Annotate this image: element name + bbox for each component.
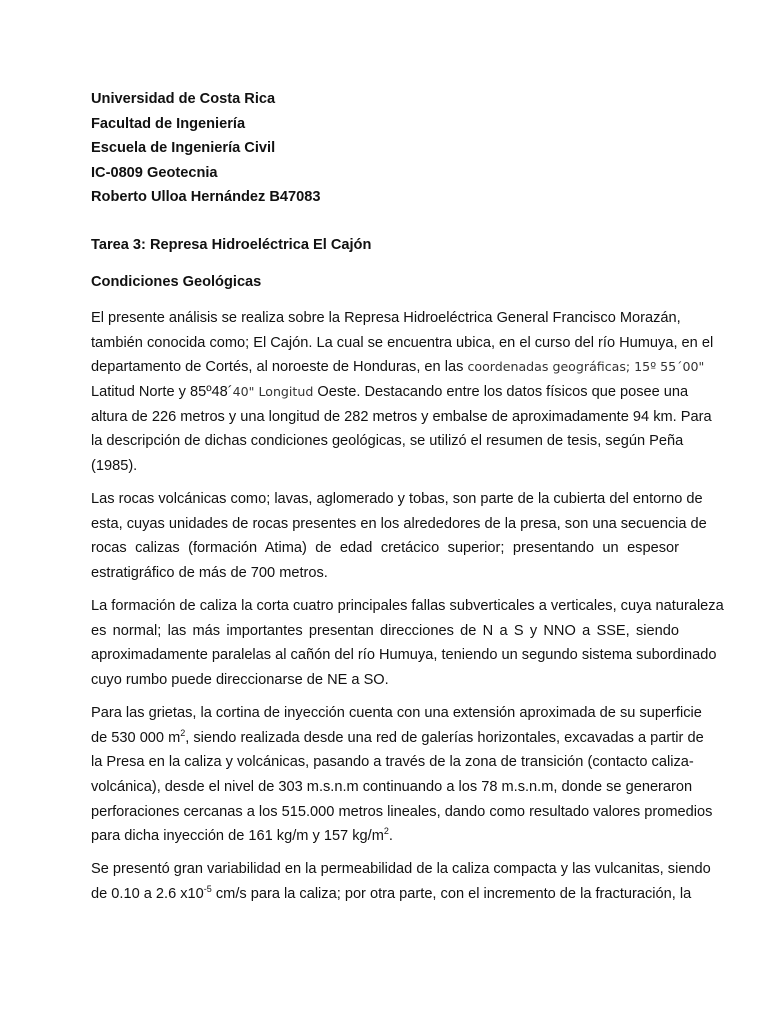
line-segment: de 0.10 a 2.6 x10 bbox=[91, 885, 204, 902]
paragraph-line bbox=[91, 882, 692, 907]
superscript: -5 bbox=[203, 883, 212, 894]
paragraph-line: también conocida como; El Cajón. La cual se encuentra ubica, en el curso del río Humuya, en el bbox=[91, 334, 714, 351]
paragraph-line: aproximadamente paralelas al cañón del río Humuya, teniendo un segundo sistema subordinado bbox=[91, 647, 717, 664]
line-segment: , siendo realizada desde una red de galerías horizontales, excavadas a partir de bbox=[185, 729, 704, 746]
line-segment: de 530 000 m bbox=[91, 729, 181, 746]
paragraph-line: la descripción de dichas condiciones geológicas, se utilizó el resumen de tesis, según Peña bbox=[91, 433, 684, 450]
coordinates-text: 40" Longitud bbox=[232, 384, 314, 400]
course-code: IC-0809 Geotecnia bbox=[91, 164, 218, 181]
section-title: Condiciones Geológicas bbox=[91, 274, 262, 290]
line-segment: cm/s para la caliza; por otra parte, con el incremento de la fracturación, la bbox=[211, 885, 692, 902]
author-name: Roberto Ulloa Hernández B47083 bbox=[91, 189, 321, 205]
line-segment: Oeste. Destacando entre los datos físicos que posee una bbox=[317, 384, 689, 401]
paragraph-line: altura de 226 metros y una longitud de 282 metros y embalse de aproximadamente 94 km. Para bbox=[91, 408, 712, 425]
paragraph-line: La formación de caliza la corta cuatro principales fallas subverticales a verticales, cuya naturaleza bbox=[91, 598, 724, 614]
paragraph-line: (1985). bbox=[91, 458, 138, 475]
line-segment: departamento de Cortés, al noroeste de Honduras, en las bbox=[91, 359, 464, 376]
paragraph-line: esta, cuyas unidades de rocas presentes en los alrededores de la presa, son una secuencia de bbox=[91, 515, 707, 532]
paragraph-line bbox=[91, 726, 704, 751]
school-name: Escuela de Ingeniería Civil bbox=[91, 140, 276, 156]
paragraph-line: Las rocas volcánicas como; lavas, aglomerado y tobas, son parte de la cubierta del entorno de bbox=[91, 491, 703, 507]
paragraph-line: volcánica), desde el nivel de 303 m.s.n.m continuando a los 78 m.s.n.m, donde se generaron bbox=[91, 779, 693, 796]
superscript: 2 bbox=[383, 826, 389, 837]
paragraph-4 bbox=[91, 701, 713, 849]
line-segment: Latitud Norte y 85º48´ bbox=[91, 384, 233, 401]
paragraph-line bbox=[91, 824, 679, 849]
paragraph-2 bbox=[91, 487, 707, 586]
faculty-name: Facultad de Ingeniería bbox=[91, 115, 246, 132]
paragraph-line: Para las grietas, la cortina de inyección cuenta con una extensión aproximada de su superficie bbox=[91, 705, 702, 721]
paragraph-3 bbox=[91, 594, 724, 693]
university-name: Universidad de Costa Rica bbox=[91, 91, 276, 107]
assignment-title: Tarea 3: Represa Hidroeléctrica El Cajón bbox=[91, 237, 372, 253]
superscript: 2 bbox=[180, 727, 186, 738]
paragraph-line: El presente análisis se realiza sobre la Represa Hidroeléctrica General Francisco Morazán, bbox=[91, 310, 681, 326]
line-segment: para dicha inyección de 161 kg/m y 157 kg/m bbox=[91, 828, 384, 845]
paragraph-line: es normal; las más importantes presentan direcciones de N a S y NNO a SSE, siendo bbox=[91, 622, 679, 639]
paragraph-5 bbox=[91, 857, 711, 906]
paragraph-line bbox=[91, 380, 689, 405]
paragraph-1 bbox=[91, 306, 714, 479]
paragraph-line: cuyo rumbo puede direccionarse de NE a SO. bbox=[91, 672, 389, 689]
header-block bbox=[91, 87, 679, 210]
paragraph-line: rocas calizas (formación Atima) de edad cretácico superior; presentando un espesor bbox=[91, 540, 679, 557]
paragraph-line: la Presa en la caliza y volcánicas, pasando a través de la zona de transición (contacto caliza- bbox=[91, 754, 694, 771]
paragraph-line: estratigráfico de más de 700 metros. bbox=[91, 565, 328, 582]
line-segment: . bbox=[388, 828, 393, 845]
paragraph-line: perforaciones cercanas a los 515.000 metros lineales, dando como resultado valores promedios bbox=[91, 803, 713, 820]
paragraph-line bbox=[91, 355, 705, 380]
paragraph-line: Se presentó gran variabilidad en la permeabilidad de la caliza compacta y las vulcanitas, siendo bbox=[91, 861, 711, 877]
coordinates-text: coordenadas geográficas; 15º 55´00" bbox=[467, 359, 705, 375]
